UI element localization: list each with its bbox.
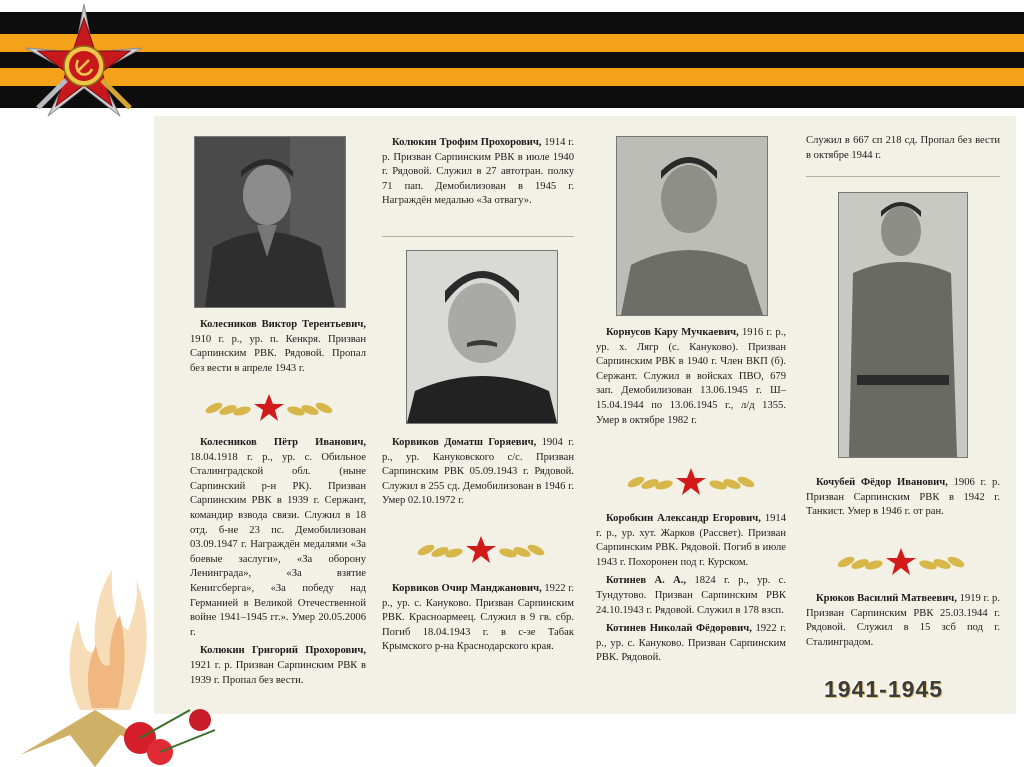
person-bio: 1914 г. р., ур. хут. Жарков (Рассвет). Призван Сарпинским РВК. Рядовой. Погиб в июле 1943 г. Похоронен под г. Курском. [596, 513, 786, 568]
divider [806, 176, 1000, 177]
person-name: Колюкин Григорий Прохорович, [200, 645, 366, 657]
person-bio: 1910 г. р., ур. п. Кенкря. Призван Сарпинским РВК. Рядовой. Пропал без вести в апреле 1943 г. [190, 333, 366, 374]
person-bio: 1824 г. р., ур. с. Тундутово. Призван Сарпинским РВК 24.10.1943 г. Рядовой. Служил в 178 взсп. [596, 575, 787, 616]
portrait-photo [194, 136, 346, 308]
portrait-photo [616, 136, 768, 316]
entry-kolesnikov-v [190, 318, 366, 380]
st-george-ribbon [0, 12, 1024, 108]
person-bio: 1904 г. р., ур. Кануковского с/с. Призван Сарпинским РВК 05.09.1943 г. Рядовой. Служил в 255 сд. Демобилизован в 1946 г. Умер 02.10.1972 г. [382, 437, 574, 507]
person-name: Кочубей Фёдор Иванович, [816, 477, 948, 488]
star-laurel-icon [194, 394, 344, 422]
years-badge: 1941-1945 [824, 676, 943, 702]
person-bio: 1921 г. р. Призван Сарпинским РВК в 1939 г. Пропал без вести. [190, 659, 366, 686]
order-patriotic-war-icon [20, 2, 148, 130]
entry-korvikov-d [382, 436, 574, 513]
person-bio: Служил в 667 сп 218 сд. Пропал без вести в октябре 1944 г. [806, 135, 1000, 161]
person-bio: 18.04.1918 г. р., ур. с. Обильное Сталинградской обл. (ныне Сарпинский р-н РК). Призван Сарпинским РВК в 1939 г. Сержант, командир взвода связи. Служил в 18 отд. б-не 23 пс. Демобилизован 03.09.1947 г. Награждён медалями «За боевые заслуги», «За оборону Ленинграда», «За взятие Кенигсберга», «За победу над Германией в Великой Отечественной войне 1941–1945 гг.». Умер 20.05.2006 г. [190, 451, 366, 638]
star-laurel-icon [826, 548, 976, 576]
person-name: Корвиков Доматш Горяевич, [392, 437, 537, 448]
entry-kolyukin-t [382, 136, 574, 213]
person-bio: 1914 г. р. Призван Сарпинским РВК в июле 1940 г. Рядовой. Служил в 27 автотран. полку 71 пап. Демобилизован в 1945 г. Награждён медалью «За отвагу». [382, 137, 574, 207]
person-bio: 1919 г. р. Призван Сарпинским РВК 25.03.1944 г. Рядовой. Служил в 15 зсб под г. Сталинградом. [806, 593, 1000, 648]
person-name: Колюкин Трофим Прохорович, [392, 137, 542, 148]
person-name: Колесников Виктор Терентьевич, [200, 319, 366, 330]
person-name: Корнусов Кару Мучкаевич, [606, 327, 739, 338]
star-laurel-icon [406, 536, 556, 564]
person-name: Колесников Пётр Иванович, [200, 437, 366, 448]
person-name: Котинев Николай Фёдорович, [606, 623, 752, 635]
entry-kryukov [806, 592, 1000, 654]
entry-kornusov [596, 326, 786, 432]
memorial-book-page [154, 116, 1016, 714]
portrait-photo [838, 192, 968, 458]
entry-korobkin [596, 512, 786, 670]
person-name: Крюков Василий Матвеевич, [816, 593, 957, 604]
person-bio: 1916 г. р., ур. х. Лягр (с. Кануково). Призван Сарпинским РВК в 1940 г. Член ВКП (б). Сержант. Служил в войсках ПВО, 679 зап. Демобилизован 13.06.1945 г. Ш–15.04.1944 по 13.06.1945 г., л/д 1355. Умер в октябре 1982 г. [596, 327, 786, 426]
person-bio: 1922 г. р., ур. с. Кануково. Призван Сарпинским РВК. Красноармеец. Служил в 9 гв. сбр. Погиб 18.04.1943 г. в с-зе Табак Крымского р-на Краснодарского края. [382, 583, 575, 653]
star-laurel-icon [616, 468, 766, 496]
entry-continued [806, 134, 1000, 167]
person-bio: 1922 г. р., ур. с. Кануково. Призван Сарпинским РВК. Рядовой. [596, 623, 786, 664]
person-name: Котинев А. А., [606, 575, 687, 587]
divider [382, 236, 574, 237]
person-bio: 1906 г. р. Призван Сарпинским РВК в 1942 г. Танкист. Умер в 1946 г. от ран. [806, 477, 1000, 518]
entry-kochubey [806, 476, 1000, 524]
person-name: Коробкин Александр Егорович, [606, 513, 761, 524]
entry-korvikov-o [382, 582, 574, 659]
eternal-flame-icon [0, 560, 230, 767]
person-name: Корвиков Очир Манджанович, [392, 583, 542, 594]
portrait-photo [406, 250, 558, 424]
